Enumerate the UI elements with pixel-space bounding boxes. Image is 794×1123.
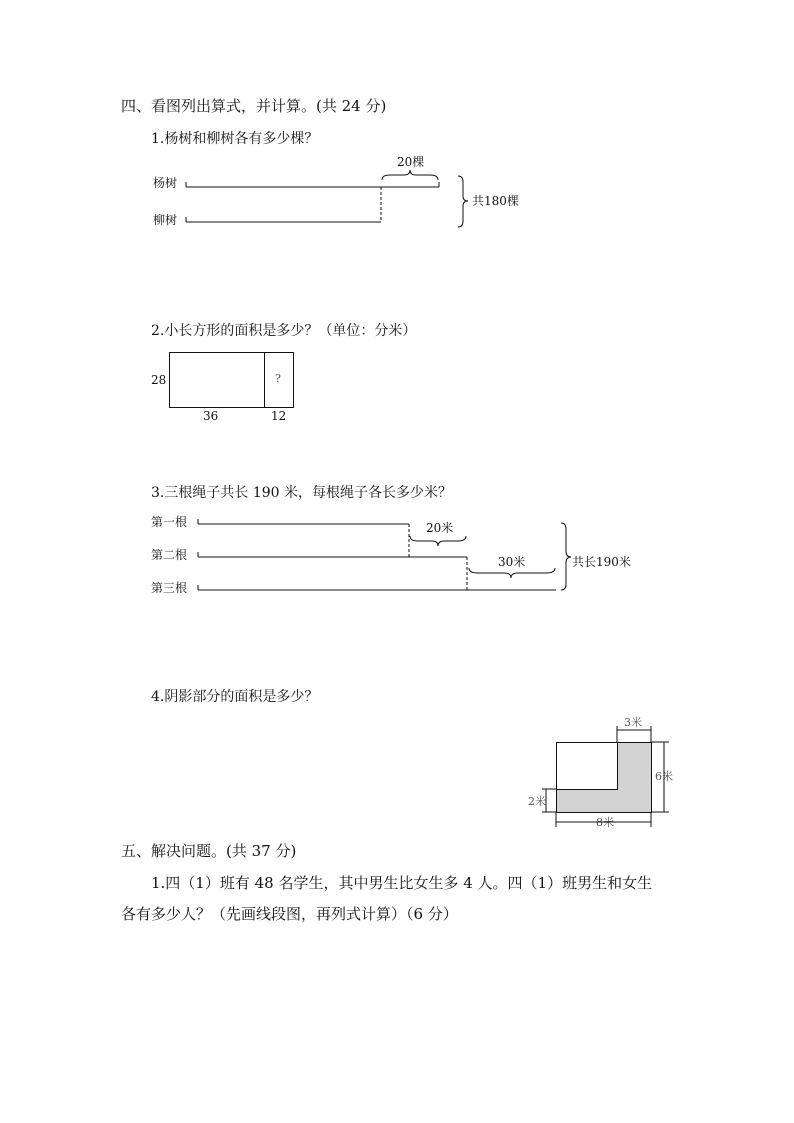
q3-total-label: 共长190米 [572,555,631,569]
section4-heading: 四、看图列出算式，并计算。(共 24 分) [121,97,387,115]
q2-height-label: 28 [151,373,167,387]
q2-unknown-label: ? [275,372,281,385]
q3-diff2-label: 30米 [498,555,526,569]
q4-left-label: 2米 [528,795,546,808]
q3-label-rope2: 第二根 [151,548,188,562]
q4-inner-edge [557,743,618,790]
q1-diff-label: 20棵 [397,155,425,169]
q4-top-label: 3米 [624,716,642,729]
section5-heading: 五、解决问题。(共 37 分) [121,842,297,860]
q1-label-willow: 柳树 [153,213,178,227]
q4-bottom-label: 8米 [596,816,614,829]
q1-title: 1.杨树和柳树各有多少棵？ [151,131,319,147]
q4-shaded-region [556,742,651,812]
q2-width2-label: 12 [271,409,287,423]
q4-title: 4.阴影部分的面积是多少？ [151,689,319,705]
section5-q1-line1: 1.四（1）班有 48 名学生，其中男生比女生多 4 人。四（1）班男生和女生 [151,874,653,892]
q2-title: 2.小长方形的面积是多少？（单位：分米） [151,323,417,339]
q2-width1-label: 36 [203,409,219,423]
q1-total-label: 共180棵 [472,194,519,208]
q3-label-rope1: 第一根 [151,515,188,529]
section5-q1-line2: 各有多少人？（先画线段图，再列式计算）（6 分） [121,905,458,923]
q3-diff1-label: 20米 [426,521,454,535]
q3-label-rope3: 第三根 [151,581,188,595]
q3-title: 3.三根绳子共长 190 米，每根绳子各长多少米？ [151,485,452,501]
q1-label-poplar: 杨树 [153,176,178,190]
q4-right-label: 6米 [655,770,673,783]
